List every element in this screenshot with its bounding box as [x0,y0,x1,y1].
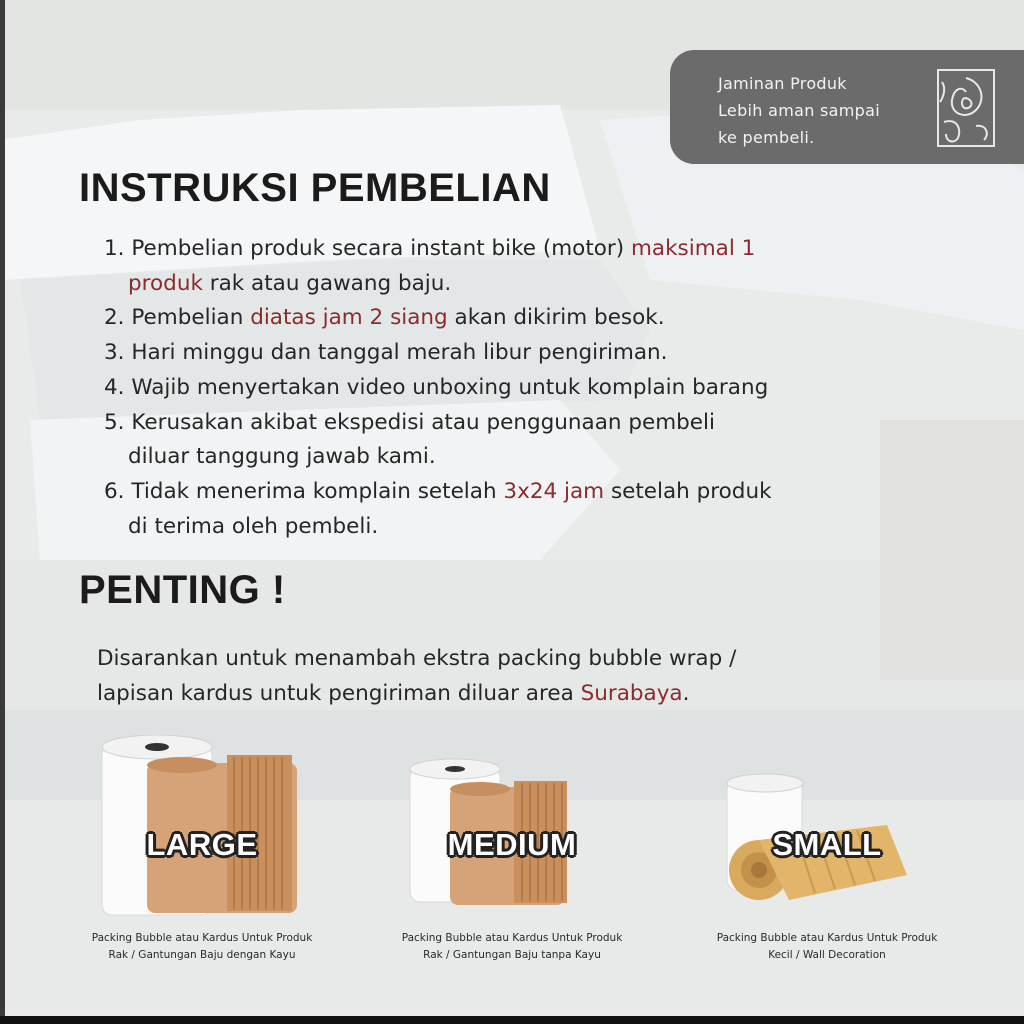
item-highlight: diatas jam 2 siang [250,305,448,331]
item-text: rak atau gawang baju. [202,270,452,296]
item-text: Wajib menyertakan video unboxing untuk komplain barang [131,374,769,400]
note-text: lapisan kardus untuk pengiriman diluar area [97,680,581,706]
item-text: diluar tanggung jawab kami. [128,444,436,470]
item-highlight: 3x24 jam [503,478,605,504]
product-label: SMALL [772,827,882,862]
item-highlight: produk [128,270,203,296]
caption-line: Rak / Gantungan Baju tanpa Kayu [423,949,601,961]
item-text: Pembelian produk secara instant bike (motor) [131,236,631,261]
product-large [52,735,352,975]
note-text: . [682,680,690,706]
list-item [104,232,914,301]
product-caption [677,930,977,964]
badge-text [718,70,880,151]
badge-line: Lebih aman sampai [718,101,880,120]
list-item [104,371,914,406]
note-highlight: Surabaya [580,680,683,706]
list-item [104,406,914,475]
frame-edge [0,0,5,1024]
caption-line: Packing Bubble atau Kardus Untuk Produk [401,932,623,944]
item-number: 3. [104,340,125,366]
item-text: Hari minggu dan tanggal merah libur pengiriman. [131,340,668,366]
caption-line: Packing Bubble atau Kardus Untuk Produk [91,932,313,944]
item-text: Tidak menerima komplain setelah [131,478,504,504]
list-item [104,475,914,544]
badge-line: Jaminan Produk [718,74,847,93]
item-number: 6. [104,478,125,504]
product-guarantee-badge [670,50,1024,164]
product-caption [52,930,352,964]
item-text: Pembelian [131,305,251,331]
item-text: Kerusakan akibat ekspedisi atau penggunaan pembeli [131,409,715,435]
product-label: LARGE [146,827,258,862]
item-text: setelah produk [604,478,772,504]
product-small [677,735,977,975]
penting-title: PENTING ! [79,568,286,612]
item-number: 1. [104,236,125,261]
instruksi-list [104,232,914,544]
item-number: 5. [104,409,125,435]
list-item [104,301,914,336]
item-number: 4. [104,374,125,400]
note-line [97,677,927,712]
badge-line: ke pembeli. [718,128,815,147]
product-caption [362,930,662,964]
caption-line: Rak / Gantungan Baju dengan Kayu [108,949,296,961]
item-highlight: maksimal 1 [630,236,756,261]
item-text: akan dikirim besok. [447,305,665,331]
caption-line: Kecil / Wall Decoration [768,949,886,961]
frame-edge [0,1016,1024,1024]
note-line: Disarankan untuk menambah ekstra packing bubble wrap / [97,646,737,671]
penting-note [97,642,927,711]
product-label: MEDIUM [447,827,577,862]
item-text: di terima oleh pembeli. [128,513,379,539]
wood-grain-icon [936,68,996,148]
item-number: 2. [104,305,125,331]
instruksi-title: INSTRUKSI PEMBELIAN [79,166,551,210]
list-item [104,336,914,371]
product-medium [362,735,662,975]
caption-line: Packing Bubble atau Kardus Untuk Produk [716,932,938,944]
